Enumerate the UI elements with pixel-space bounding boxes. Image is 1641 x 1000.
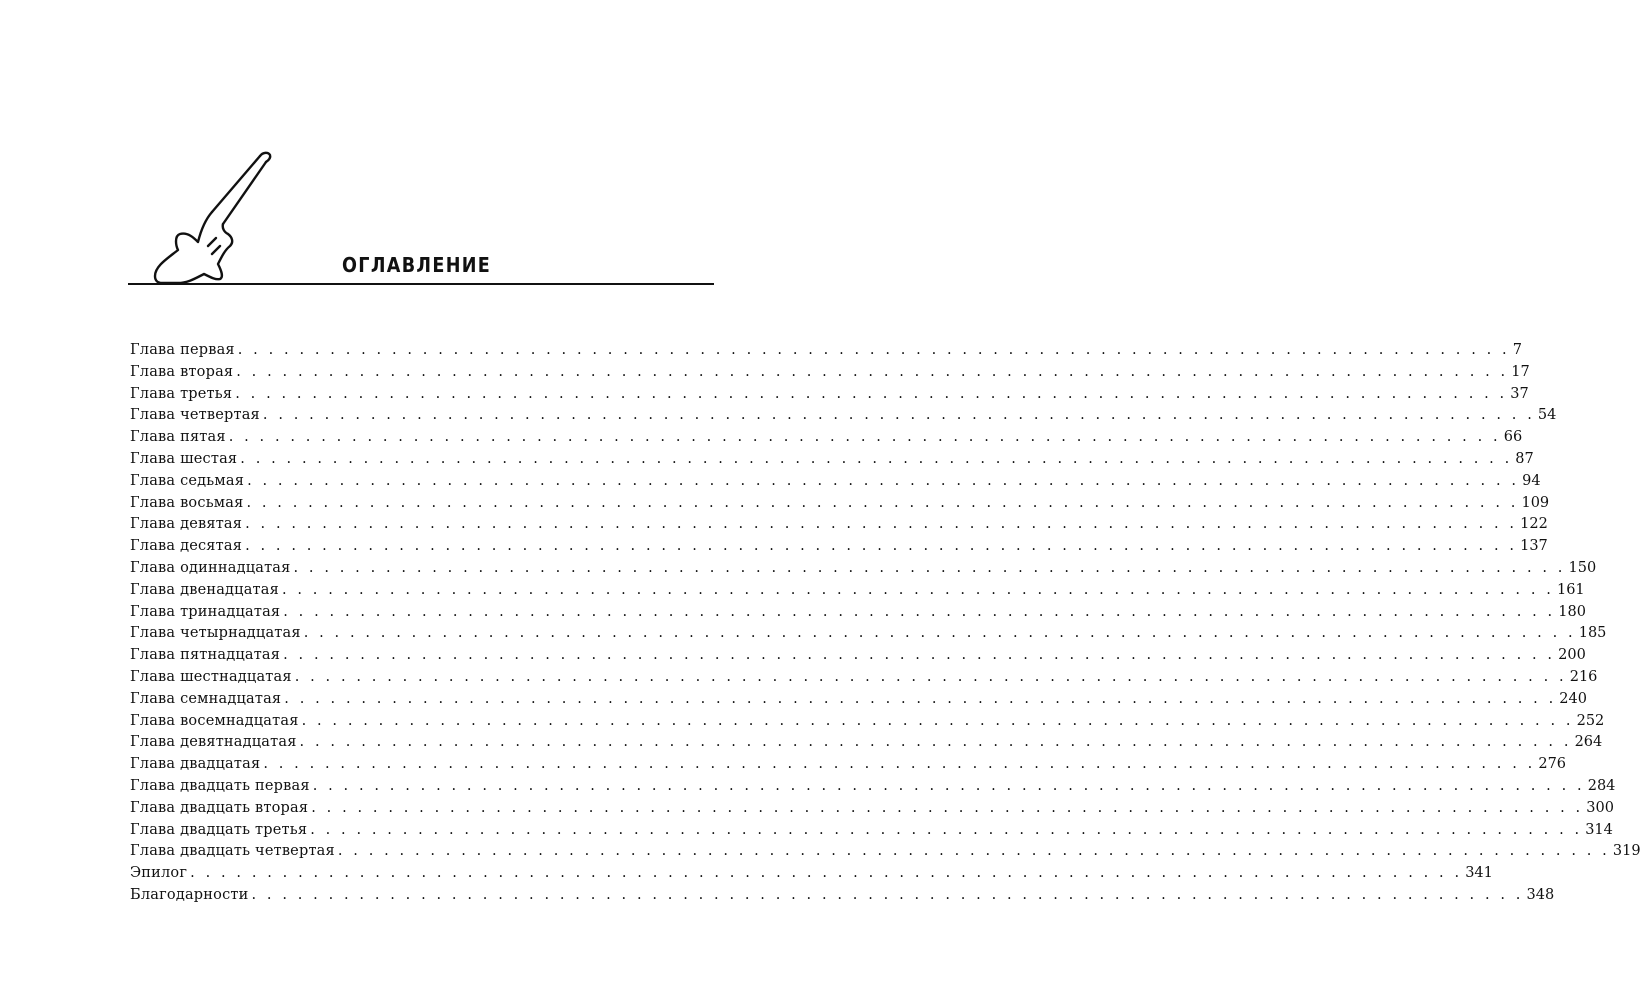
toc-entry-page: 161	[1556, 581, 1585, 598]
toc-leader-dots: . . . . . . . . . . . . . . . . . . . . . . . . . . . . . . . . . . . . . . . . . . . . . . . . . . . . . . . . . . . . . . . . . . . . . . . . . . . . . . . . . . .	[284, 690, 1557, 707]
title-rule	[128, 283, 714, 285]
toc-leader-dots: . . . . . . . . . . . . . . . . . . . . . . . . . . . . . . . . . . . . . . . . . . . . . . . . . . . . . . . . . . . . . . . . . . . . . . . . . . . . . . . . . . .	[299, 734, 1572, 751]
toc-entry-label: Глава двадцать третья	[130, 821, 308, 838]
toc-entry-label: Глава пятая	[130, 429, 226, 446]
toc-leader-dots: . . . . . . . . . . . . . . . . . . . . . . . . . . . . . . . . . . . . . . . . . . . . . . . . . . . . . . . . . . . . . . . . . . . . . . . . . . . . . . . . . . .	[283, 647, 1556, 664]
toc-entry-page: 314	[1585, 821, 1613, 838]
toc-entry	[130, 843, 1641, 865]
toc-entry-label: Глава двенадцатая	[130, 581, 279, 598]
toc-entry	[130, 516, 1548, 538]
toc-entry	[130, 734, 1603, 756]
toc-entry	[130, 668, 1598, 691]
toc-entry-page: 122	[1520, 516, 1548, 533]
toc-entry-page: 54	[1537, 407, 1557, 424]
toc-entry	[130, 886, 1555, 909]
toc-entry-page: 300	[1586, 799, 1614, 816]
toc-leader-dots: . . . . . . . . . . . . . . . . . . . . . . . . . . . . . . . . . . . . . . . . . . . . . . . . . . . . . . . . . . . . . . . . . . . . . . . . . . . . . . . . . . .	[283, 603, 1556, 620]
toc-leader-dots: . . . . . . . . . . . . . . . . . . . . . . . . . . . . . . . . . . . . . . . . . . . . . . . . . . . . . . . . . . . . . . . . . . . . . . . . . . . . . . . . . . .	[311, 799, 1584, 816]
toc-entry	[130, 647, 1586, 669]
toc-entry-label: Глава седьмая	[130, 472, 245, 489]
toc-leader-dots: . . . . . . . . . . . . . . . . . . . . . . . . . . . . . . . . . . . . . . . . . . . . . . . . . . . . . . . . . . . . . . . . . . . . . . . . . . . . . . . . . . .	[235, 385, 1508, 402]
toc-entry-label: Глава третья	[130, 385, 233, 402]
toc-entry-label: Эпилог	[130, 865, 188, 882]
toc-entry-page: 276	[1538, 756, 1567, 773]
toc-entry-label: Глава четырнадцатая	[130, 625, 301, 642]
toc-leader-dots: . . . . . . . . . . . . . . . . . . . . . . . . . . . . . . . . . . . . . . . . . . . . . . . . . . . . . . . . . . . . . . . . . . . . . . . . . . . . . . . . . . .	[228, 429, 1501, 446]
table-of-contents	[130, 342, 1641, 909]
toc-leader-dots: . . . . . . . . . . . . . . . . . . . . . . . . . . . . . . . . . . . . . . . . . . . . . . . . . . . . . . . . . . . . . . . . . . . . . . . . . . . . . . . . . . .	[190, 865, 1463, 882]
toc-entry-label: Глава девятая	[130, 516, 243, 533]
toc-leader-dots: . . . . . . . . . . . . . . . . . . . . . . . . . . . . . . . . . . . . . . . . . . . . . . . . . . . . . . . . . . . . . . . . . . . . . . . . . . . . . . . . . . .	[312, 777, 1585, 794]
toc-leader-dots: . . . . . . . . . . . . . . . . . . . . . . . . . . . . . . . . . . . . . . . . . . . . . . . . . . . . . . . . . . . . . . . . . . . . . . . . . . . . . . . . . . .	[240, 450, 1513, 467]
toc-entry	[130, 603, 1586, 626]
toc-entry	[130, 385, 1529, 408]
toc-leader-dots: . . . . . . . . . . . . . . . . . . . . . . . . . . . . . . . . . . . . . . . . . . . . . . . . . . . . . . . . . . . . . . . . . . . . . . . . . . . . . . . . . . .	[294, 668, 1567, 685]
toc-leader-dots: . . . . . . . . . . . . . . . . . . . . . . . . . . . . . . . . . . . . . . . . . . . . . . . . . . . . . . . . . . . . . . . . . . . . . . . . . . . . . . . . . . .	[247, 472, 1520, 489]
toc-leader-dots: . . . . . . . . . . . . . . . . . . . . . . . . . . . . . . . . . . . . . . . . . . . . . . . . . . . . . . . . . . . . . . . . . . . . . . . . . . . . . . . . . . .	[245, 516, 1518, 533]
toc-entry-page: 137	[1520, 538, 1548, 555]
toc-entry	[130, 494, 1550, 517]
toc-entry-page: 284	[1587, 777, 1616, 794]
toc-entry-page: 180	[1558, 603, 1586, 620]
toc-entry-page: 150	[1568, 559, 1597, 576]
toc-entry	[130, 538, 1548, 560]
toc-entry-label: Глава девятнадцатая	[130, 734, 297, 751]
toc-entry	[130, 450, 1534, 473]
toc-entry-label: Глава двадцать вторая	[130, 799, 309, 816]
toc-entry-page: 94	[1522, 472, 1541, 489]
toc-entry-label: Глава четвертая	[130, 407, 260, 424]
toc-leader-dots: . . . . . . . . . . . . . . . . . . . . . . . . . . . . . . . . . . . . . . . . . . . . . . . . . . . . . . . . . . . . . . . . . . . . . . . . . . . . . . . . . . .	[310, 821, 1583, 838]
toc-leader-dots: . . . . . . . . . . . . . . . . . . . . . . . . . . . . . . . . . . . . . . . . . . . . . . . . . . . . . . . . . . . . . . . . . . . . . . . . . . . . . . . . . . .	[245, 538, 1518, 555]
toc-entry-label: Глава семнадцатая	[130, 690, 282, 707]
toc-leader-dots: . . . . . . . . . . . . . . . . . . . . . . . . . . . . . . . . . . . . . . . . . . . . . . . . . . . . . . . . . . . . . . . . . . . . . . . . . . . . . . . . . . .	[281, 581, 1554, 598]
toc-entry-label: Глава десятая	[130, 538, 243, 555]
toc-entry	[130, 429, 1523, 451]
toc-leader-dots: . . . . . . . . . . . . . . . . . . . . . . . . . . . . . . . . . . . . . . . . . . . . . . . . . . . . . . . . . . . . . . . . . . . . . . . . . . . . . . . . . . .	[293, 559, 1566, 576]
toc-leader-dots: . . . . . . . . . . . . . . . . . . . . . . . . . . . . . . . . . . . . . . . . . . . . . . . . . . . . . . . . . . . . . . . . . . . . . . . . . . . . . . . . . . .	[263, 756, 1536, 773]
toc-entry-label: Глава одиннадцатая	[130, 559, 291, 576]
toc-entry-page: 109	[1521, 494, 1550, 511]
guitar-icon	[128, 150, 288, 290]
toc-entry	[130, 472, 1541, 495]
toc-entry-page: 37	[1510, 385, 1529, 402]
toc-leader-dots: . . . . . . . . . . . . . . . . . . . . . . . . . . . . . . . . . . . . . . . . . . . . . . . . . . . . . . . . . . . . . . . . . . . . . . . . . . . . . . . . . . .	[251, 886, 1524, 903]
toc-entry	[130, 865, 1493, 887]
toc-entry-page: 185	[1578, 625, 1607, 642]
toc-entry-label: Глава шестая	[130, 450, 238, 467]
toc-entry	[130, 799, 1614, 822]
toc-leader-dots: . . . . . . . . . . . . . . . . . . . . . . . . . . . . . . . . . . . . . . . . . . . . . . . . . . . . . . . . . . . . . . . . . . . . . . . . . . . . . . . . . . .	[237, 342, 1510, 358]
toc-entry	[130, 363, 1530, 386]
toc-entry-page: 200	[1558, 647, 1586, 664]
toc-entry-label: Благодарности	[130, 886, 249, 903]
toc-header	[128, 150, 714, 290]
toc-entry-page: 341	[1465, 865, 1493, 882]
toc-entry-page: 348	[1526, 886, 1555, 903]
toc-entry-label: Глава восьмая	[130, 494, 244, 511]
toc-entry-label: Глава восемнадцатая	[130, 712, 299, 729]
toc-entry	[130, 821, 1613, 844]
toc-entry-label: Глава первая	[130, 342, 235, 358]
toc-entry-page: 66	[1503, 429, 1523, 446]
toc-entry	[130, 559, 1597, 582]
toc-entry-label: Глава двадцать четвертая	[130, 843, 335, 860]
toc-entry-label: Глава шестнадцатая	[130, 668, 292, 685]
toc-entry-page: 319	[1612, 843, 1641, 860]
toc-entry-label: Глава пятнадцатая	[130, 647, 281, 664]
toc-entry	[130, 756, 1567, 778]
page-title: ОГЛАВЛЕНИЕ	[342, 253, 492, 277]
toc-entry	[130, 342, 1523, 364]
toc-entry-page: 216	[1569, 668, 1598, 685]
toc-entry	[130, 625, 1607, 647]
toc-leader-dots: . . . . . . . . . . . . . . . . . . . . . . . . . . . . . . . . . . . . . . . . . . . . . . . . . . . . . . . . . . . . . . . . . . . . . . . . . . . . . . . . . . .	[303, 625, 1576, 642]
toc-leader-dots: . . . . . . . . . . . . . . . . . . . . . . . . . . . . . . . . . . . . . . . . . . . . . . . . . . . . . . . . . . . . . . . . . . . . . . . . . . . . . . . . . . .	[262, 407, 1535, 424]
toc-entry-label: Глава двадцатая	[130, 756, 261, 773]
toc-entry-page: 264	[1574, 734, 1603, 751]
toc-entry-label: Глава двадцать первая	[130, 777, 310, 794]
toc-leader-dots: . . . . . . . . . . . . . . . . . . . . . . . . . . . . . . . . . . . . . . . . . . . . . . . . . . . . . . . . . . . . . . . . . . . . . . . . . . . . . . . . . . .	[236, 363, 1509, 380]
toc-entry	[130, 712, 1605, 735]
toc-leader-dots: . . . . . . . . . . . . . . . . . . . . . . . . . . . . . . . . . . . . . . . . . . . . . . . . . . . . . . . . . . . . . . . . . . . . . . . . . . . . . . . . . . .	[246, 494, 1519, 511]
toc-entry	[130, 407, 1557, 429]
toc-entry-page: 87	[1515, 450, 1534, 467]
toc-entry	[130, 777, 1616, 800]
toc-leader-dots: . . . . . . . . . . . . . . . . . . . . . . . . . . . . . . . . . . . . . . . . . . . . . . . . . . . . . . . . . . . . . . . . . . . . . . . . . . . . . . . . . . .	[337, 843, 1610, 860]
toc-entry-page: 252	[1576, 712, 1605, 729]
toc-leader-dots: . . . . . . . . . . . . . . . . . . . . . . . . . . . . . . . . . . . . . . . . . . . . . . . . . . . . . . . . . . . . . . . . . . . . . . . . . . . . . . . . . . .	[301, 712, 1574, 729]
toc-entry	[130, 581, 1585, 604]
toc-entry-page: 240	[1559, 690, 1587, 707]
toc-entry-page: 7	[1512, 342, 1523, 358]
toc-entry-page: 17	[1511, 363, 1530, 380]
toc-entry-label: Глава вторая	[130, 363, 234, 380]
toc-entry	[130, 690, 1587, 713]
toc-entry-label: Глава тринадцатая	[130, 603, 281, 620]
